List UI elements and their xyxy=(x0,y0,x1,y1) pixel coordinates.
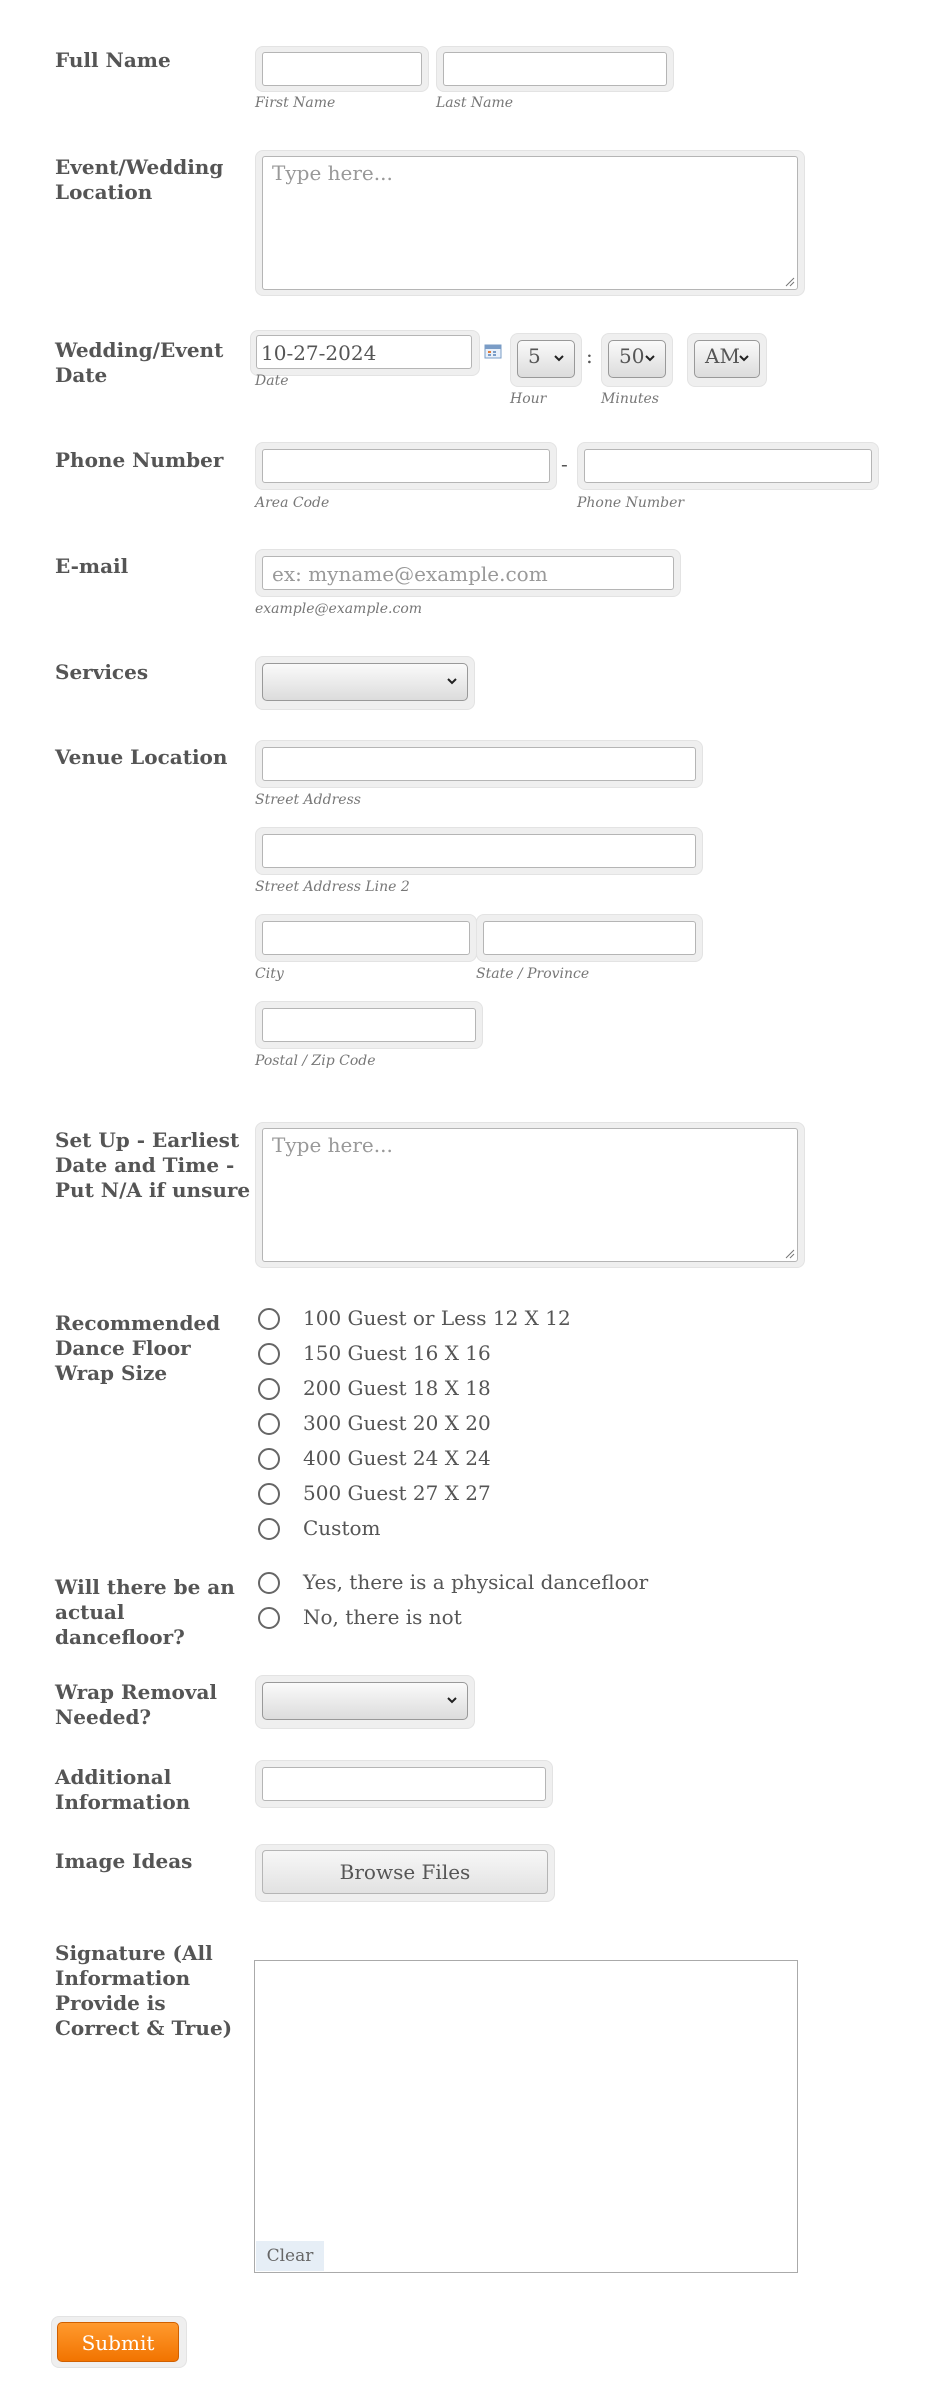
radio-button[interactable] xyxy=(258,1607,280,1629)
radio-button[interactable] xyxy=(258,1343,280,1365)
area-code-input[interactable] xyxy=(262,449,550,483)
image-ideas-label: Image Ideas xyxy=(55,1849,193,1873)
radio-button[interactable] xyxy=(258,1518,280,1540)
setup-textarea[interactable] xyxy=(262,1128,798,1262)
first-name-input[interactable] xyxy=(262,52,422,86)
setup-wrapper xyxy=(255,1122,805,1268)
venue-label: Venue Location xyxy=(55,745,228,769)
phone-number-input[interactable] xyxy=(584,449,872,483)
street-address-input[interactable] xyxy=(262,747,696,781)
signature-clear-button[interactable]: Clear xyxy=(256,2241,324,2271)
event-date-label: Wedding/Event Date xyxy=(55,338,224,387)
submit-wrapper xyxy=(51,2316,187,2368)
additional-label: Additional Information xyxy=(55,1765,191,1814)
floor-wrap-label: Recommended Dance Floor Wrap Size xyxy=(55,1311,221,1385)
event-location-textarea[interactable] xyxy=(262,156,798,290)
hour-wrapper xyxy=(510,333,582,387)
additional-input[interactable] xyxy=(262,1767,546,1801)
state-sublabel: State / Province xyxy=(476,966,590,982)
phone-dash: - xyxy=(561,452,568,476)
ampm-value: AM xyxy=(705,344,740,368)
zip-wrapper xyxy=(255,1001,483,1049)
area-code-wrapper xyxy=(255,442,557,490)
email-wrapper xyxy=(255,549,681,597)
radio-button[interactable] xyxy=(258,1378,280,1400)
last-name-wrapper xyxy=(436,46,674,92)
radio-label: 500 Guest 27 X 27 xyxy=(303,1481,491,1505)
dancefloor-label: Will there be an actual dancefloor? xyxy=(55,1575,235,1649)
wrap-removal-wrapper xyxy=(255,1675,475,1729)
event-location-placeholder: Type here... xyxy=(272,161,393,185)
radio-label: 100 Guest or Less 12 X 12 xyxy=(303,1306,571,1330)
city-input[interactable] xyxy=(262,921,470,955)
state-input[interactable] xyxy=(483,921,696,955)
last-name-input[interactable] xyxy=(443,52,667,86)
email-sublabel: example@example.com xyxy=(255,601,423,617)
radio-label: Custom xyxy=(303,1516,381,1540)
street-wrapper xyxy=(255,740,703,788)
additional-wrapper xyxy=(255,1760,553,1808)
setup-placeholder: Type here... xyxy=(272,1133,393,1157)
signature-label: Signature (All Information Provide is Correct & True) xyxy=(55,1941,233,2040)
setup-label: Set Up - Earliest Date and Time - Put N/A if unsure xyxy=(55,1128,251,1202)
state-wrapper xyxy=(476,914,703,962)
full-name-label: Full Name xyxy=(55,48,171,72)
city-wrapper xyxy=(255,914,477,962)
radio-label: 200 Guest 18 X 18 xyxy=(303,1376,491,1400)
time-separator: : xyxy=(586,344,593,368)
radio-label: No, there is not xyxy=(303,1605,462,1629)
hour-value: 5 xyxy=(528,344,541,368)
event-location-wrapper xyxy=(255,150,805,296)
phone-label: Phone Number xyxy=(55,448,224,472)
minutes-value: 50 xyxy=(619,344,645,368)
chevron-down-icon xyxy=(737,351,751,365)
services-select[interactable] xyxy=(262,663,468,701)
street2-wrapper xyxy=(255,827,703,875)
radio-label: 300 Guest 20 X 20 xyxy=(303,1411,491,1435)
first-name-wrapper xyxy=(255,46,429,92)
minutes-select[interactable] xyxy=(608,340,666,378)
street-address-line2-input[interactable] xyxy=(262,834,696,868)
resize-grip-icon[interactable] xyxy=(785,1249,795,1259)
date-wrapper xyxy=(250,330,480,376)
resize-grip-icon[interactable] xyxy=(785,277,795,287)
services-wrapper xyxy=(255,656,475,710)
ampm-wrapper xyxy=(687,333,767,387)
hour-select[interactable] xyxy=(517,340,575,378)
browse-files-button[interactable]: Browse Files xyxy=(262,1850,548,1894)
chevron-down-icon xyxy=(643,351,657,365)
phone-number-wrapper xyxy=(577,442,879,490)
event-location-label: Event/Wedding Location xyxy=(55,155,224,204)
area-code-sublabel: Area Code xyxy=(255,495,330,511)
email-input[interactable]: ex: myname@example.com xyxy=(262,556,674,590)
wrap-removal-select[interactable] xyxy=(262,1682,468,1720)
browse-wrapper xyxy=(255,1844,555,1902)
chevron-down-icon xyxy=(445,1693,459,1707)
phone-number-sublabel: Phone Number xyxy=(577,495,685,511)
first-name-sublabel: First Name xyxy=(255,95,336,111)
radio-button[interactable] xyxy=(258,1448,280,1470)
services-label: Services xyxy=(55,660,149,684)
ampm-select[interactable] xyxy=(694,340,760,378)
email-label: E-mail xyxy=(55,554,129,578)
radio-label: Yes, there is a physical dancefloor xyxy=(303,1570,649,1594)
chevron-down-icon xyxy=(552,351,566,365)
last-name-sublabel: Last Name xyxy=(436,95,514,111)
hour-sublabel: Hour xyxy=(510,391,547,407)
signature-pad[interactable] xyxy=(254,1960,798,2273)
date-sublabel: Date xyxy=(255,373,289,389)
street-sublabel: Street Address xyxy=(255,792,361,808)
zip-input[interactable] xyxy=(262,1008,476,1042)
minutes-wrapper xyxy=(601,333,673,387)
chevron-down-icon xyxy=(445,674,459,688)
date-input[interactable]: 10-27-2024 xyxy=(256,335,472,369)
zip-sublabel: Postal / Zip Code xyxy=(255,1053,376,1069)
wrap-removal-label: Wrap Removal Needed? xyxy=(55,1680,218,1729)
radio-button[interactable] xyxy=(258,1308,280,1330)
radio-button[interactable] xyxy=(258,1413,280,1435)
radio-label: 150 Guest 16 X 16 xyxy=(303,1341,491,1365)
submit-button[interactable]: Submit xyxy=(57,2322,179,2362)
radio-label: 400 Guest 24 X 24 xyxy=(303,1446,491,1470)
calendar-icon[interactable] xyxy=(484,343,502,359)
minutes-sublabel: Minutes xyxy=(601,391,659,407)
radio-button[interactable] xyxy=(258,1483,280,1505)
street2-sublabel: Street Address Line 2 xyxy=(255,879,410,895)
city-sublabel: City xyxy=(255,966,284,982)
radio-button[interactable] xyxy=(258,1572,280,1594)
